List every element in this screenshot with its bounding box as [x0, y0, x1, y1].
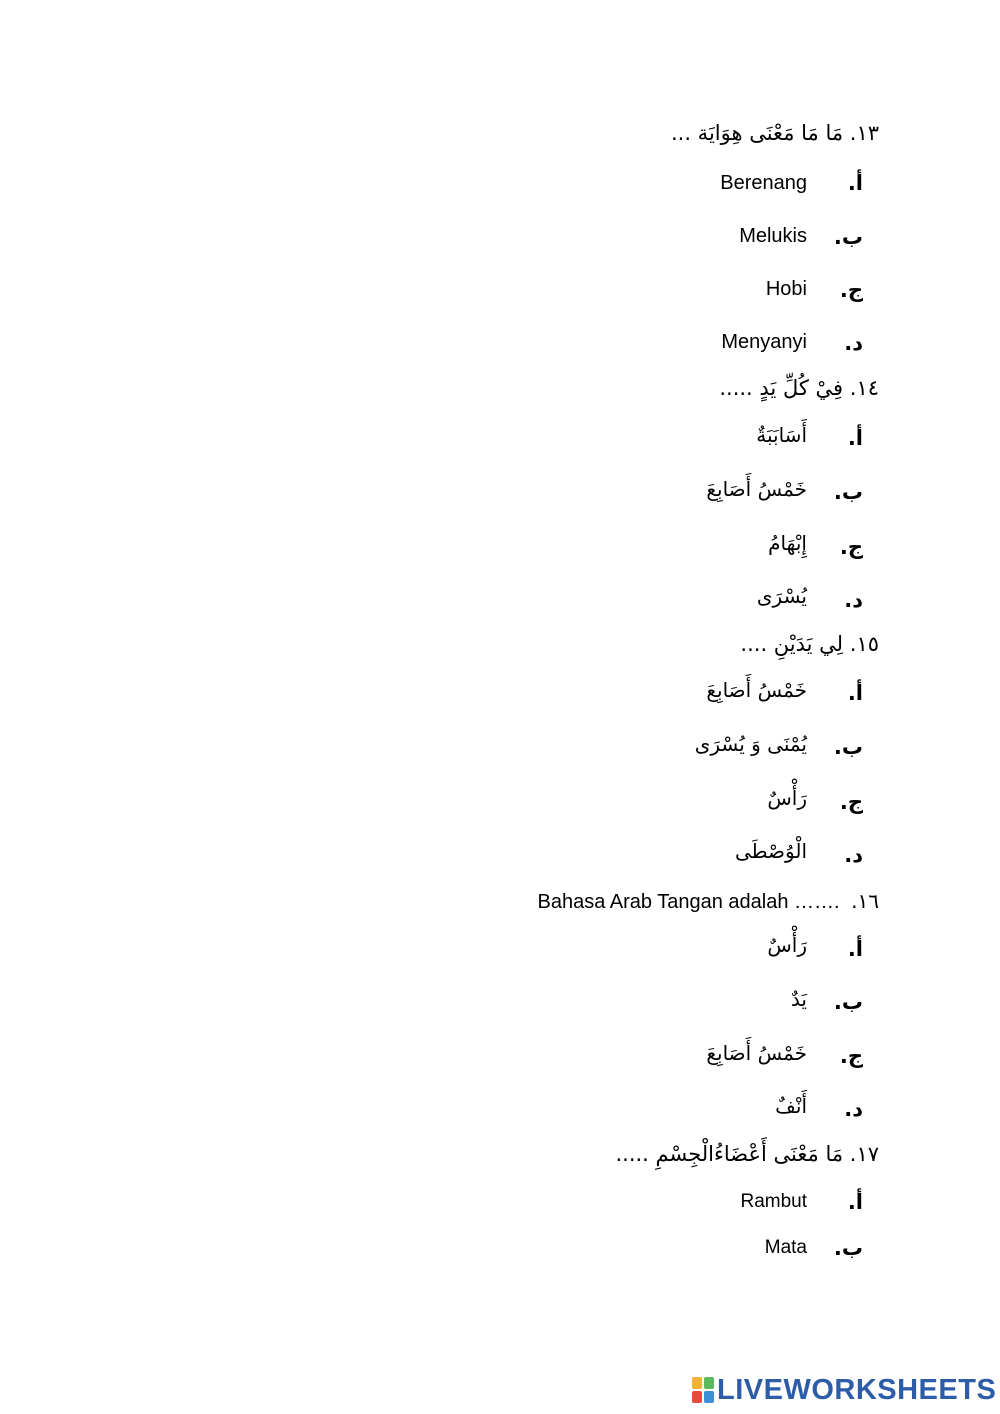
- q16-option-d-text[interactable]: أَنْفٌ: [775, 1094, 807, 1118]
- q13-option-d-text[interactable]: Menyanyi: [721, 331, 807, 353]
- question-16-number: .١٦: [851, 889, 879, 913]
- q15-option-c-text[interactable]: رَأْسٌ: [767, 786, 807, 810]
- liveworksheets-wordmark: LIVEWORKSHEETS: [717, 1373, 997, 1406]
- q16-option-a-text[interactable]: رَأْسٌ: [767, 933, 807, 957]
- q14-option-c-letter: ج.: [839, 535, 863, 559]
- q16-option-d-letter: د.: [844, 1097, 863, 1121]
- q17-option-b-text[interactable]: Mata: [764, 1237, 807, 1258]
- question-15-text: ١٥. لِي يَدَيْنِ ....: [740, 632, 879, 656]
- mark-tile-2: [704, 1377, 714, 1389]
- mark-tile-1: [692, 1377, 702, 1389]
- q15-option-d-text[interactable]: الْوُصْطَى: [734, 839, 807, 863]
- liveworksheets-mark-icon: [692, 1377, 714, 1403]
- liveworksheets-logo: [692, 1372, 996, 1408]
- q13-option-a-letter: أ.: [847, 171, 863, 195]
- q15-option-d-letter: د.: [844, 843, 863, 867]
- q14-option-d-text[interactable]: يُسْرَى: [756, 584, 807, 608]
- q13-option-c-text[interactable]: Hobi: [765, 278, 807, 300]
- q17-option-a-letter: أ.: [847, 1190, 863, 1214]
- q15-option-a-text[interactable]: خَمْسُ أَصَابِعَ: [706, 678, 807, 702]
- q14-option-b-letter: ب.: [833, 480, 863, 504]
- question-13-text: ١٣. مَا مَا مَعْنَى هِوَايَة ...: [670, 121, 879, 145]
- q16-option-b-text[interactable]: يَدٌ: [790, 987, 807, 1011]
- question-16-latin: Bahasa Arab Tangan adalah …….: [537, 891, 840, 913]
- q16-option-c-text[interactable]: خَمْسُ أَصَابِعَ: [706, 1041, 807, 1065]
- q14-option-c-text[interactable]: إِبْهَامُ: [768, 531, 807, 555]
- q15-option-c-letter: ج.: [839, 790, 863, 814]
- q14-option-a-text[interactable]: أَسَابَبَةٌ: [756, 423, 807, 447]
- q13-option-b-letter: ب.: [833, 225, 863, 249]
- mark-tile-3: [692, 1391, 702, 1403]
- q13-option-c-letter: ج.: [839, 278, 863, 302]
- q16-option-c-letter: ج.: [839, 1044, 863, 1068]
- q13-option-b-text[interactable]: Melukis: [739, 225, 807, 247]
- q17-option-a-text[interactable]: Rambut: [740, 1191, 807, 1212]
- q15-option-a-letter: أ.: [847, 681, 863, 705]
- q17-option-b-letter: ب.: [833, 1236, 863, 1260]
- q14-option-d-letter: د.: [844, 588, 863, 612]
- question-16-text: [538, 889, 879, 914]
- q14-option-b-text[interactable]: خَمْسُ أَصَابِعَ: [706, 477, 807, 501]
- q16-option-a-letter: أ.: [847, 937, 863, 961]
- q13-option-d-letter: د.: [844, 331, 863, 355]
- q15-option-b-text[interactable]: يُمْنَى وَ يُسْرَى: [694, 732, 807, 756]
- q16-option-b-letter: ب.: [833, 990, 863, 1014]
- question-14-text: ١٤. فِيْ كُلِّ يَدٍ .....: [719, 376, 879, 400]
- q13-option-a-text[interactable]: Berenang: [720, 172, 807, 194]
- q15-option-b-letter: ب.: [833, 735, 863, 759]
- q14-option-a-letter: أ.: [847, 426, 863, 450]
- mark-tile-4: [704, 1391, 714, 1403]
- question-17-text: ١٧. مَا مَعْنَى أَعْضَاءُالْجِسْمِ .....: [615, 1142, 879, 1166]
